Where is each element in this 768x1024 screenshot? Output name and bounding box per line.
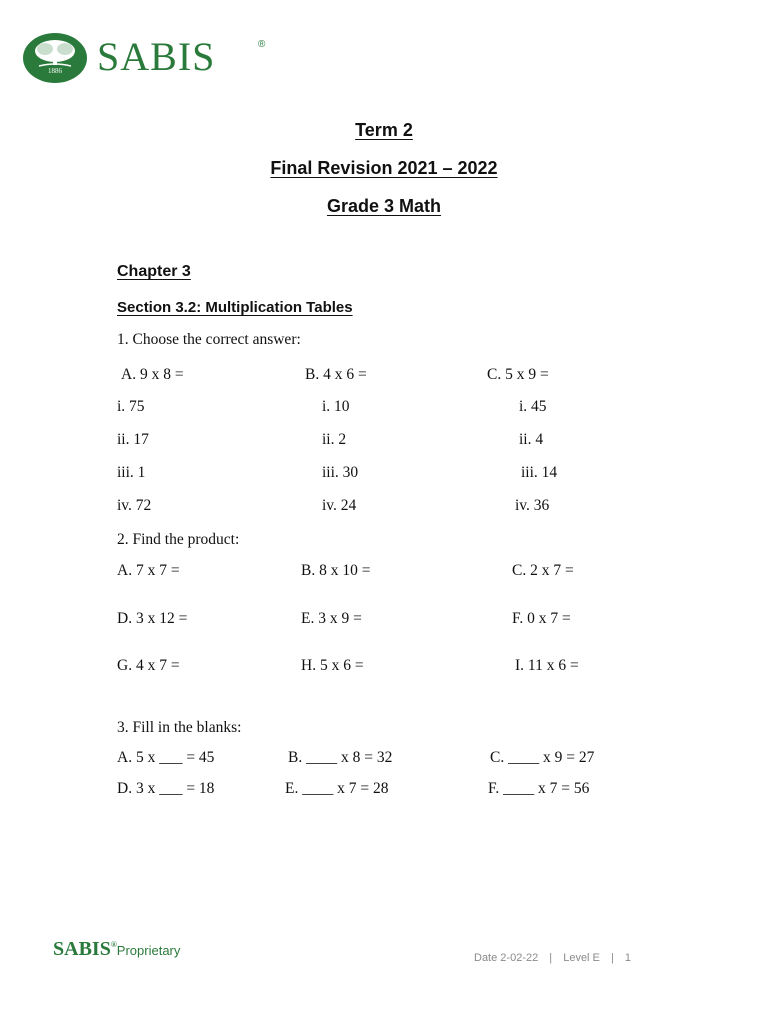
- logo-wordmark: SABIS: [97, 34, 216, 79]
- q1-a-option: ii. 17: [117, 431, 149, 448]
- term-title: Term 2: [355, 120, 413, 140]
- section-heading: Section 3.2: Multiplication Tables: [117, 299, 353, 316]
- logo-year: 1886: [48, 67, 62, 75]
- q1-a-option: iii. 1: [117, 464, 146, 481]
- q1-prompt: 1. Choose the correct answer:: [117, 331, 301, 348]
- q1-c-option: iv. 36: [515, 497, 550, 514]
- q2-prompt: 2. Find the product:: [117, 531, 240, 548]
- q3-item-b: B. ____ x 8 = 32: [288, 749, 393, 766]
- q3-prompt: 3. Fill in the blanks:: [117, 719, 242, 736]
- q3-item-d: D. 3 x ___ = 18: [117, 780, 215, 797]
- q1-question-b: B. 4 x 6 =: [305, 366, 367, 383]
- q2-item-i: I. 11 x 6 =: [515, 657, 579, 674]
- footer-registered-mark: ®: [110, 940, 117, 949]
- tree-emblem-icon: [23, 33, 87, 83]
- footer-brand: [53, 938, 180, 961]
- q2-item-a: A. 7 x 7 =: [117, 562, 180, 579]
- q2-item-b: B. 8 x 10 =: [301, 562, 371, 579]
- q3-item-c: C. ____ x 9 = 27: [490, 749, 595, 766]
- footer-date: Date 2-02-22: [474, 952, 539, 964]
- footer-brand-name: SABIS: [53, 938, 111, 960]
- footer-level: Level E: [563, 952, 600, 964]
- q1-c-option: ii. 4: [519, 431, 544, 448]
- q2-item-e: E. 3 x 9 =: [301, 610, 362, 627]
- q1-c-option: i. 45: [519, 398, 547, 415]
- q1-b-option: iv. 24: [322, 497, 357, 514]
- q3-item-e: E. ____ x 7 = 28: [285, 780, 389, 797]
- q2-item-c: C. 2 x 7 =: [512, 562, 574, 579]
- footer-separator: |: [549, 952, 553, 964]
- q2-item-g: G. 4 x 7 =: [117, 657, 180, 674]
- q1-c-option: iii. 14: [521, 464, 558, 481]
- footer-separator: |: [610, 952, 614, 964]
- footer-meta: [474, 952, 631, 964]
- q1-b-option: i. 10: [322, 398, 350, 415]
- q3-item-a: A. 5 x ___ = 45: [117, 749, 215, 766]
- q1-a-option: i. 75: [117, 398, 145, 415]
- logo-registered-mark: ®: [258, 39, 266, 50]
- footer-proprietary: Proprietary: [116, 943, 181, 958]
- q1-b-option: ii. 2: [322, 431, 347, 448]
- q2-item-h: H. 5 x 6 =: [301, 657, 364, 674]
- q2-item-d: D. 3 x 12 =: [117, 610, 188, 627]
- sabis-logo: [23, 33, 266, 85]
- q2-item-f: F. 0 x 7 =: [512, 610, 571, 627]
- chapter-heading: Chapter 3: [117, 263, 191, 280]
- q3-item-f: F. ____ x 7 = 56: [488, 780, 590, 797]
- q1-question-c: C. 5 x 9 =: [487, 366, 549, 383]
- q1-a-option: iv. 72: [117, 497, 152, 514]
- q1-b-option: iii. 30: [322, 464, 359, 481]
- q1-question-a: A. 9 x 8 =: [121, 366, 184, 383]
- grade-title: Grade 3 Math: [326, 196, 442, 216]
- revision-title: Final Revision 2021 – 2022: [270, 158, 498, 178]
- footer-page-number: 1: [624, 952, 632, 964]
